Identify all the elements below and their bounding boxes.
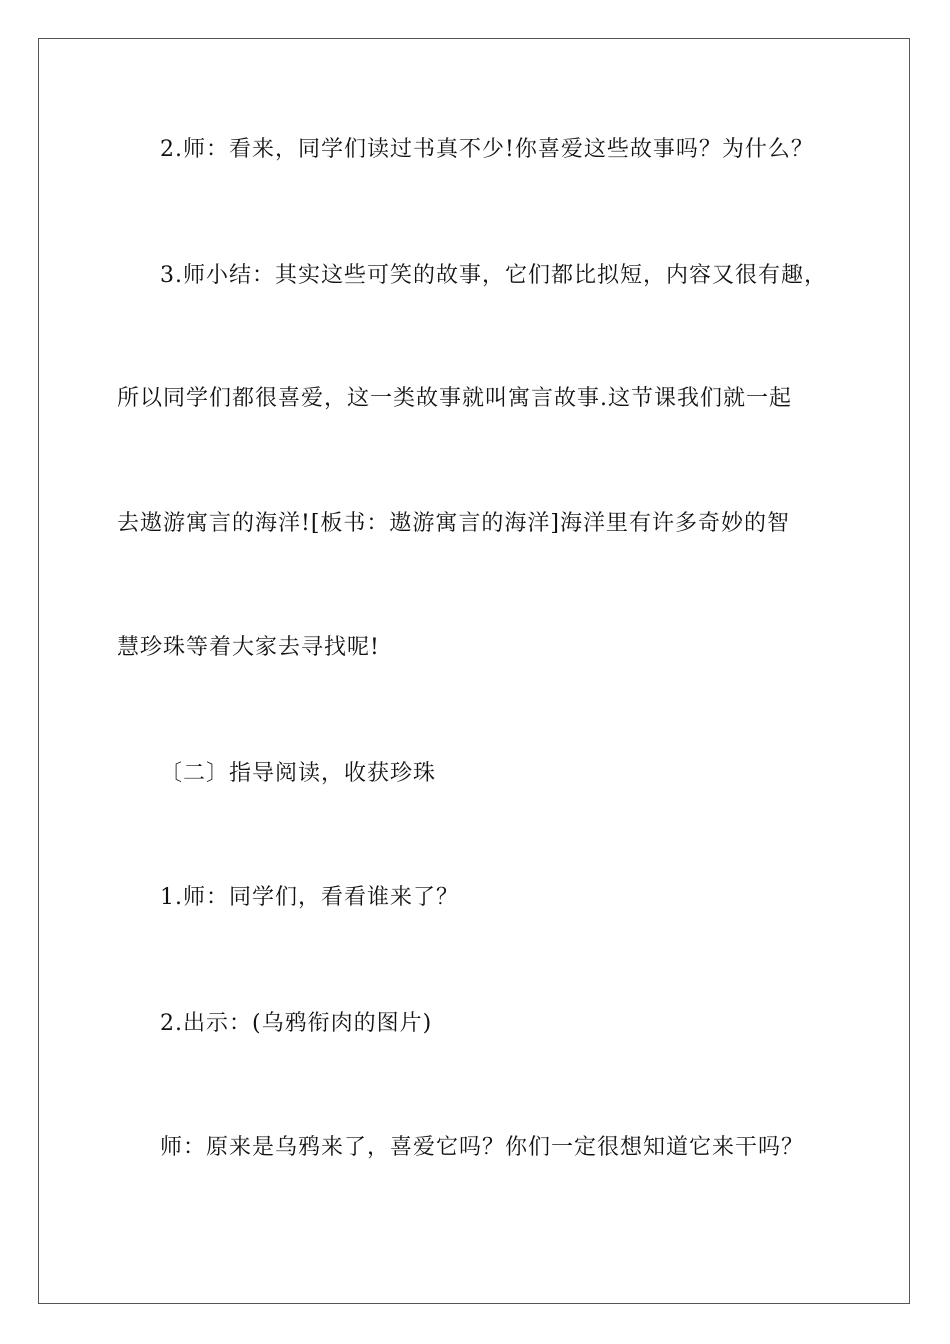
paragraph-line-4: 去遨游寓言的海洋![板书：遨游寓言的海洋]海洋里有许多奇妙的智	[117, 511, 791, 536]
paragraph-line-2: 3.师小结：其实这些可笑的故事，它们都比拟短，内容又很有趣，	[160, 263, 827, 288]
section-heading: 〔二〕指导阅读，收获珍珠	[160, 761, 437, 786]
paragraph-line-7: 1.师：同学们，看看谁来了？	[160, 885, 459, 910]
paragraph-line-8: 2.出示：(乌鸦衔肉的图片)	[160, 1011, 433, 1036]
paragraph-line-5: 慧珍珠等着大家去寻找呢!	[117, 635, 380, 660]
paragraph-line-3: 所以同学们都很喜爱，这一类故事就叫寓言故事.这节课我们就一起	[117, 386, 792, 411]
page-border	[38, 38, 910, 1304]
paragraph-line-1: 2.师：看来，同学们读过书真不少!你喜爱这些故事吗？为什么？	[160, 137, 814, 162]
paragraph-line-9: 师：原来是乌鸦来了，喜爱它吗？你们一定很想知道它来干吗？	[160, 1135, 805, 1160]
